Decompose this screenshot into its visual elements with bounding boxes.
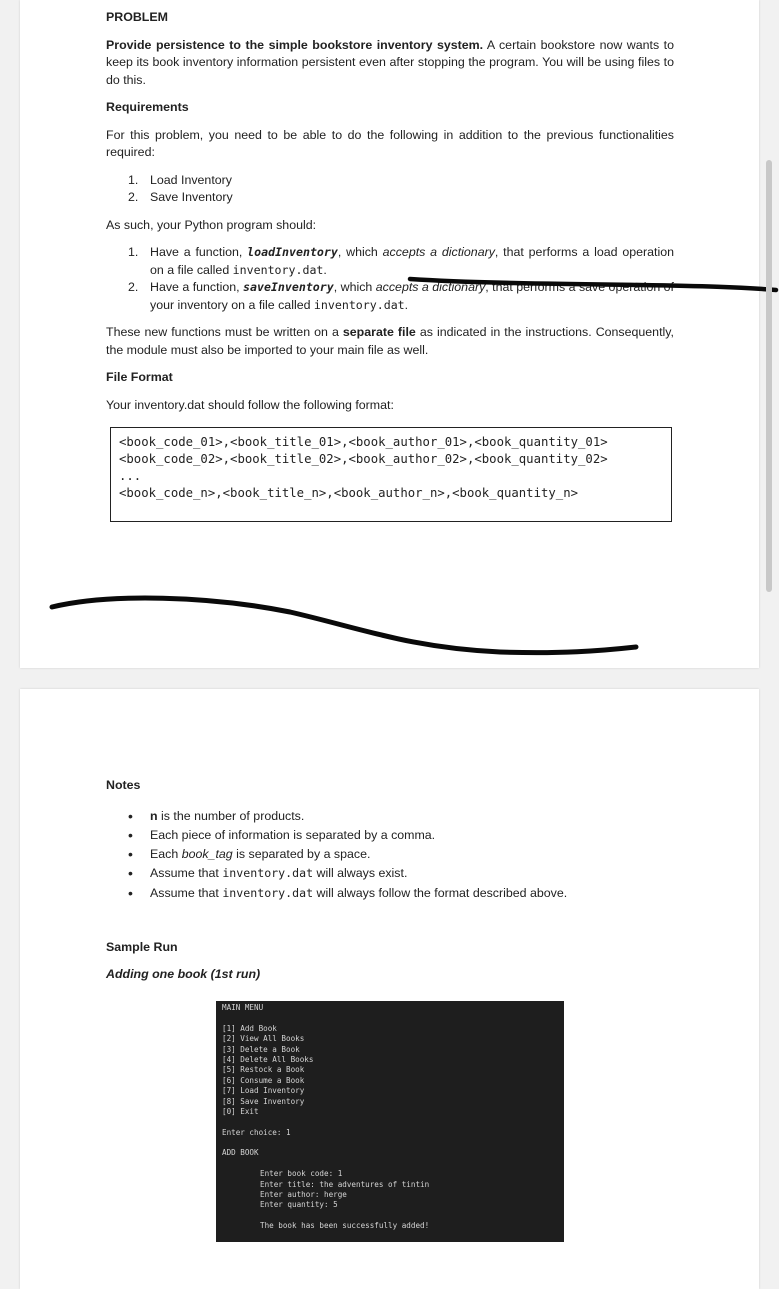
problem-heading: PROBLEM bbox=[106, 10, 168, 24]
list-item bbox=[106, 845, 674, 864]
text: Assume that bbox=[150, 866, 223, 881]
terminal-blank bbox=[222, 1138, 558, 1148]
choice-line: Enter choice: 1 bbox=[222, 1127, 291, 1137]
filename: inventory.dat bbox=[222, 885, 314, 900]
list-number: 1. bbox=[128, 245, 139, 259]
text: as indicated in the instructions. Consequently, the module must also be imported to your main file as well. bbox=[106, 325, 674, 357]
function-name: saveInventory bbox=[243, 280, 334, 294]
page-1-content bbox=[106, 9, 674, 414]
italic-text: accepts a dictionary bbox=[382, 245, 495, 259]
list-item bbox=[106, 189, 674, 207]
success-line: The book has been successfully added! bbox=[260, 1221, 430, 1231]
code-line: <book_code_01>,<book_title_01>,<book_author_01>,<book_quantity_01> bbox=[119, 435, 608, 449]
filename: inventory.dat bbox=[232, 262, 324, 277]
terminal-blank bbox=[222, 1013, 558, 1023]
list-item bbox=[106, 826, 674, 845]
prompt-line: Enter title: the adventures of tintin bbox=[260, 1179, 430, 1189]
terminal-blank bbox=[222, 1211, 558, 1221]
menu-line: [4] Delete All Books bbox=[222, 1054, 314, 1064]
prompt-line: Enter book code: 1 bbox=[260, 1169, 343, 1179]
file-format-code-box bbox=[110, 427, 672, 522]
text: will always exist. bbox=[313, 866, 408, 881]
text: is separated by a space. bbox=[232, 847, 371, 862]
filename: inventory.dat bbox=[313, 297, 405, 312]
code-line: ... bbox=[119, 469, 142, 483]
text: These new functions must be written on a bbox=[106, 325, 343, 339]
page-2-content bbox=[106, 777, 674, 984]
text: Each piece of information is separated by a comma. bbox=[150, 827, 436, 842]
list-item bbox=[106, 864, 674, 883]
text: . bbox=[323, 262, 327, 277]
notes-list bbox=[106, 807, 674, 903]
terminal-blank bbox=[222, 1117, 558, 1127]
menu-line: [8] Save Inventory bbox=[222, 1096, 305, 1106]
text: Have a function, bbox=[150, 280, 243, 294]
text: , that performs a load operation on a file called bbox=[150, 245, 674, 277]
notes-heading: Notes bbox=[106, 778, 141, 792]
code-line: <book_code_02>,<book_title_02>,<book_author_02>,<book_quantity_02> bbox=[119, 452, 608, 466]
list-number: 2. bbox=[128, 190, 139, 204]
document-page-1 bbox=[20, 0, 759, 668]
requirements-heading: Requirements bbox=[106, 100, 189, 114]
requirements-list bbox=[106, 172, 674, 207]
menu-line: [2] View All Books bbox=[222, 1034, 305, 1044]
text: will always follow the format described above. bbox=[313, 885, 568, 900]
italic-text: accepts a dictionary bbox=[375, 280, 486, 294]
text: . bbox=[404, 297, 409, 312]
list-number: 2. bbox=[128, 280, 139, 294]
text: Have a function, bbox=[150, 245, 248, 259]
functions-list bbox=[106, 244, 674, 314]
program-intro: As such, your Python program should: bbox=[106, 217, 317, 232]
bold-text: separate file bbox=[342, 325, 416, 339]
italic-text: book_tag bbox=[181, 847, 233, 862]
terminal-title: MAIN MENU bbox=[222, 1003, 264, 1012]
menu-line: [6] Consume a Book bbox=[222, 1075, 305, 1085]
prompt-line: Enter author: herge bbox=[260, 1190, 347, 1200]
sample-run-subheading: Adding one book (1st run) bbox=[106, 967, 261, 982]
sample-run-heading: Sample Run bbox=[106, 939, 178, 954]
function-name: loadInventory bbox=[247, 245, 338, 259]
problem-intro-bold: Provide persistence to the simple bookstore inventory system. bbox=[106, 37, 484, 52]
list-label: Load Inventory bbox=[150, 172, 232, 187]
prompt-line: Enter quantity: 5 bbox=[260, 1200, 338, 1210]
list-item bbox=[106, 807, 674, 826]
problem-intro bbox=[106, 37, 674, 90]
document-page-2 bbox=[20, 689, 759, 1289]
filename: inventory.dat bbox=[222, 866, 314, 881]
menu-line: [5] Restock a Book bbox=[222, 1065, 305, 1075]
separate-file-paragraph bbox=[106, 324, 674, 359]
bold-text: n bbox=[150, 808, 158, 823]
function-item-load bbox=[106, 244, 674, 279]
text: Each bbox=[150, 847, 182, 862]
problem-intro-rest: A certain bookstore now wants to keep its book inventory information persistent even after stopping the program. You will be using files to do this. bbox=[106, 37, 674, 87]
file-format-heading: File Format bbox=[106, 370, 173, 384]
menu-line: [3] Delete a Book bbox=[222, 1044, 300, 1054]
text: Assume that bbox=[150, 885, 223, 900]
text: is the number of products. bbox=[157, 808, 305, 823]
add-book-title: ADD BOOK bbox=[222, 1148, 259, 1158]
menu-line: [7] Load Inventory bbox=[222, 1086, 305, 1096]
menu-line: [1] Add Book bbox=[222, 1023, 277, 1033]
list-number: 1. bbox=[128, 172, 139, 187]
code-line: <book_code_n>,<book_title_n>,<book_author_n>,<book_quantity_n> bbox=[119, 486, 579, 500]
list-label: Save Inventory bbox=[150, 190, 233, 204]
text: , that performs a save operation of your inventory on a file called bbox=[150, 280, 675, 312]
function-item-save bbox=[106, 279, 674, 314]
file-format-intro: Your inventory.dat should follow the following format: bbox=[106, 397, 394, 412]
scrollbar[interactable] bbox=[766, 160, 772, 592]
terminal-screenshot bbox=[216, 1001, 564, 1242]
menu-line: [0] Exit bbox=[222, 1106, 259, 1116]
text: , which bbox=[337, 245, 383, 259]
terminal-blank bbox=[222, 1159, 558, 1169]
text: , which bbox=[333, 280, 376, 294]
requirements-intro: For this problem, you need to be able to do the following in addition to the previous functionalities required: bbox=[106, 127, 674, 159]
list-item bbox=[106, 172, 674, 190]
list-item bbox=[106, 884, 674, 903]
